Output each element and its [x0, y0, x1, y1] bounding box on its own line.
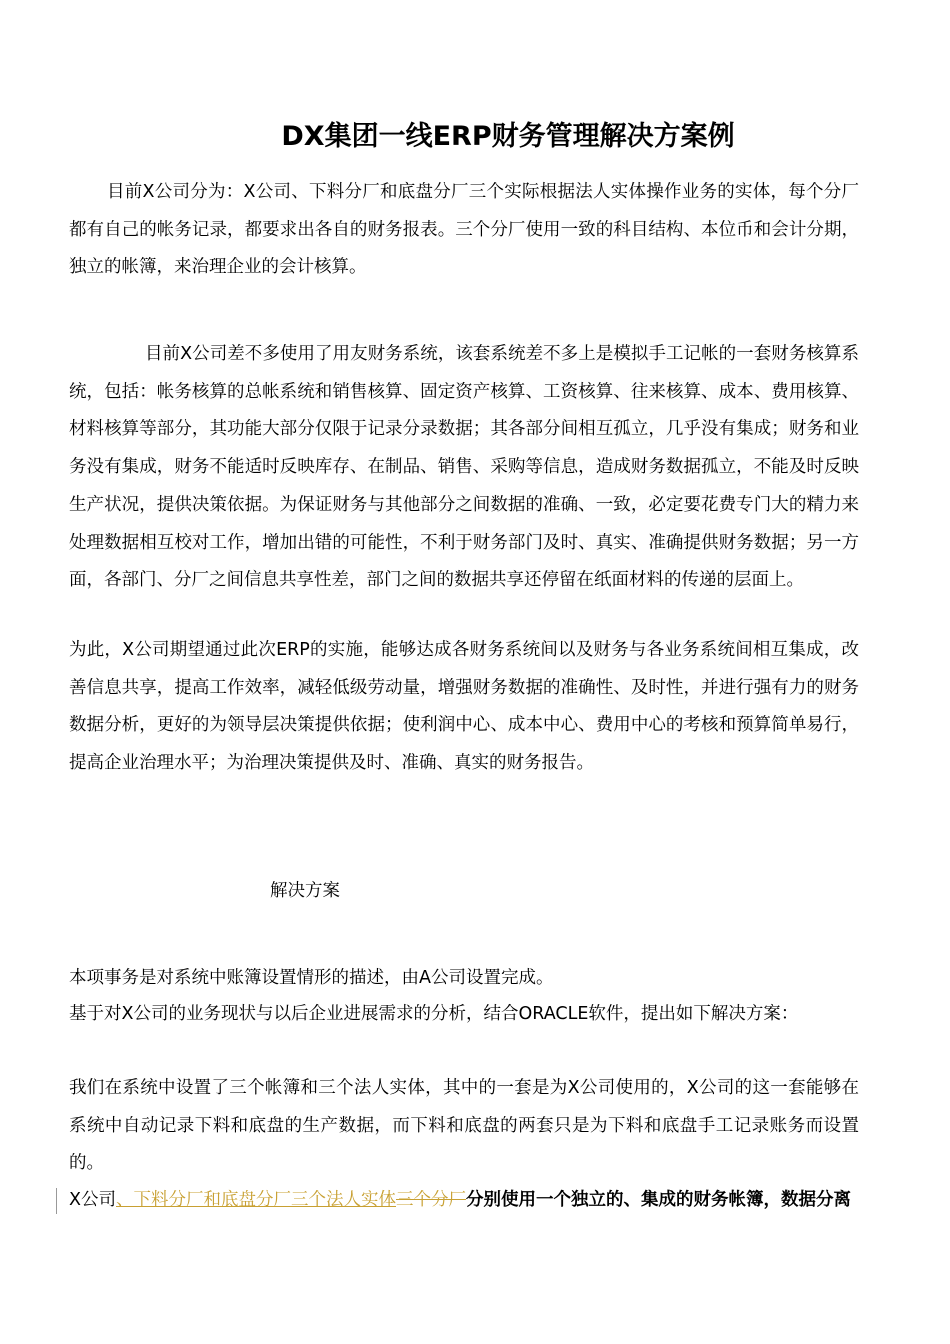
paragraph-ledgers-entities: 我们在系统中设置了三个帐簿和三个法人实体，其中的一套是为X公司使用的，X公司的这一套能够在系统中自动记录下料和底盘的生产数据，而下料和底盘的两套只是为下料和底盘手工记录账务而设置的。: [69, 1078, 859, 1174]
deleted-text: 三个分厂: [396, 1190, 466, 1210]
tracked-suffix: 分别使用一个独立的、集成的财务帐簿，数据分离: [466, 1190, 851, 1210]
inserted-text: 、下料分厂和底盘分厂三个法人实体: [116, 1190, 396, 1210]
paragraph-current-system: 目前X公司差不多使用了用友财务系统，该套系统差不多上是模拟手工记帐的一套财务核算系统，包括：帐务核算的总帐系统和销售核算、固定资产核算、工资核算、往来核算、成本、费用核算、材料核算等部分，其功能大部分仅限于记录分录数据；其各部分间相互孤立，几乎没有集成；财务和业务没有集成，财务不能适时反映库存、在制品、销售、采购等信息，造成财务数据孤立，不能及时反映生产状况，提供决策依据。为保证财务与其他部分之间数据的准确、一致，必定要花费专门大的精力来处理数据相互校对工作，增加出错的可能性，不利于财务部门及时、真实、准确提供财务数据；另一方面，各部门、分厂之间信息共享性差，部门之间的数据共享还停留在纸面材料的传递的层面上。: [69, 344, 859, 591]
paragraph-company-structure: 目前X公司分为：X公司、下料分厂和底盘分厂三个实际根据法人实体操作业务的实体，每个分厂都有自己的帐务记录，都要求出各自的财务报表。三个分厂使用一致的科目结构、本位币和会计分期，独立的帐簿，来治理企业的会计核算。: [69, 182, 859, 278]
paragraph-solution-basis: 基于对X公司的业务现状与以后企业进展需求的分析，结合ORACLE软件，提出如下解决方案：: [69, 1004, 799, 1024]
document-title: DX集团一线ERP财务管理解决方案例: [281, 121, 735, 152]
paragraph-tracked-changes: [69, 1182, 859, 1220]
paragraph-ledger-setup: 本项事务是对系统中账簿设置情形的描述，由A公司设置完成。: [69, 968, 554, 988]
tracked-prefix: X公司: [69, 1190, 116, 1210]
paragraph-erp-goals: 为此，X公司期望通过此次ERP的实施，能够达成各财务系统间以及财务与各业务系统间相互集成，改善信息共享，提高工作效率，减轻低级劳动量，增强财务数据的准确性、及时性，并进行强有力的财务数据分析，更好的为领导层决策提供依据；使利润中心、成本中心、费用中心的考核和预算简单易行，提高企业治理水平；为治理决策提供及时、准确、真实的财务报告。: [69, 640, 859, 774]
revision-change-bar: [56, 1188, 57, 1214]
section-heading-solution: 解决方案: [270, 881, 340, 901]
